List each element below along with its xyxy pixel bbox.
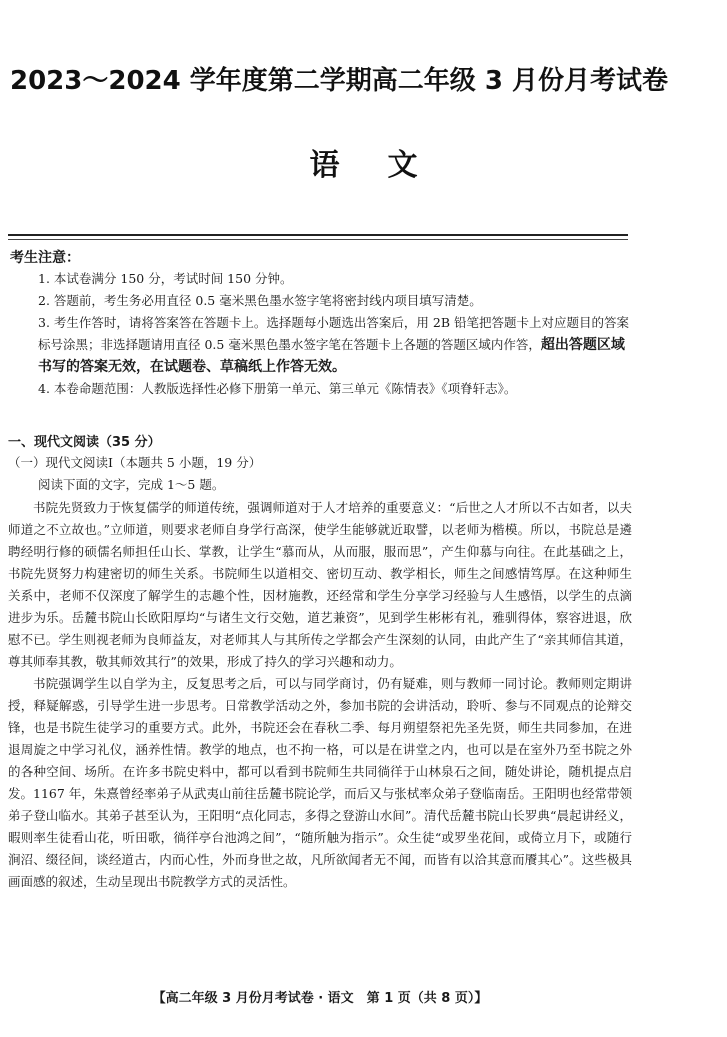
page-footer: 【高二年级 3 月份月考试卷 · 语文 第 1 页（共 8 页）】: [152, 991, 488, 1006]
section-subheading: （一）现代文阅读Ⅰ（本题共 5 小题，19 分）: [8, 455, 262, 470]
divider-thick: [8, 234, 628, 236]
notice-list: [38, 268, 638, 400]
notice-item-1: 1. 本试卷满分 150 分，考试时间 150 分钟。: [38, 271, 293, 286]
passage-paragraph-1: 书院先贤致力于恢复儒学的师道传统，强调师道对于人才培养的重要意义：“后世之人才所以不古如者，以夫师道之不立故也。”立师道，则要求老师自身学行高深，使学生能够就近取譬，以老师为楷模。所以，书院总是遴聘经明行修的硕儒名师担任山长、掌教，让学生“慕而从，从而服，服而思”，产生仰慕与向往。在此基础之上，书院先贤努力构建密切的师生关系。书院师生以道相交、密切互动、教学相长，师生之间感情笃厚。在这种师生关系中，老师不仅深度了解学生的志趣个性，因材施教，还经常和学生分享学习经验与人生感悟，以学生的点滴进步为乐。岳麓书院山长欧阳厚均“与诸生文行交勉，道艺兼资”，见到学生彬彬有礼，雅驯得体，察容进退，欣慰不已。学生则视老师为良师益友，对老师其人与其所传之学都会产生深刻的认同，由此产生了“亲其师信其道，尊其师奉其教，敬其师效其行”的效果，形成了持久的学习兴趣和动力。: [8, 500, 632, 669]
notice-item-3-emphasis: 超出答题区域书写的答案无效，在试题卷、草稿纸上作答无效。: [38, 337, 625, 375]
passage-paragraph-2: 书院强调学生以自学为主，反复思考之后，可以与同学商讨，仍有疑难，则与教师一同讨论。教师则定期讲授，释疑解惑，引导学生进一步思考。日常教学活动之外，参加书院的会讲活动，聆听、参与不同观点的论辩交锋，也是书院生徒学习的重要方式。此外，书院还会在春秋二季、每月朔望祭祀先圣先贤，师生共同参加，在进退周旋之中学习礼仪，涵养性情。教学的地点，也不拘一格，可以是在讲堂之内，也可以是在室外乃至书院之外的各种空间、场所。在许多书院史料中，都可以看到书院师生共同徜徉于山林泉石之间，随处讲论，随机提点启发。1167 年，朱熹曾经率弟子从武夷山前往岳麓书院论学，而后又与张栻率众弟子登临南岳。王阳明也经常带领弟子登山临水。其弟子甚至认为，王阳明“点化同志，多得之登游山水间”。清代岳麓书院山长罗典“晨起讲经义，暇则率生徒看山花，听田歌，徜徉亭台池鸿之间”，“随所触为指示”。众生徒“或罗坐花间，或倚立月下，或随行涧沼、缀径间，谈经道古，内而心性，外而身世之故，凡所欲闻者无不闻，而皆有以洽其意而餍其心”。这些极具画面感的叙述，生动呈现出书院教学方式的灵活性。: [8, 676, 632, 889]
section-heading: 一、现代文阅读（35 分）: [8, 435, 161, 450]
reading-passage: [8, 497, 632, 893]
notice-heading: 考生注意：: [10, 250, 80, 266]
notice-item-3-text: 3. 考生作答时，请将答案答在答题卡上。选择题每小题选出答案后，用 2B 铅笔把答题卡上对应题目的答案标号涂黑；非选择题请用直径 0.5 毫米黑色墨水签字笔在答题卡上各题的答题区域内作答，: [38, 315, 629, 352]
divider-thin: [8, 239, 628, 240]
notice-item-4: 4. 本卷命题范围：人教版选择性必修下册第一单元、第三单元《陈情表》《项脊轩志》。: [38, 381, 517, 396]
reading-instruction: 阅读下面的文字，完成 1～5 题。: [38, 477, 225, 492]
subject-title: 语文: [309, 148, 466, 183]
exam-title: 2023～2024 学年度第二学期高二年级 3 月份月考试卷: [10, 66, 668, 96]
notice-item-2: 2. 答题前，考生务必用直径 0.5 毫米黑色墨水签字笔将密封线内项目填写清楚。: [38, 293, 482, 308]
notice-item-3: [38, 312, 638, 378]
